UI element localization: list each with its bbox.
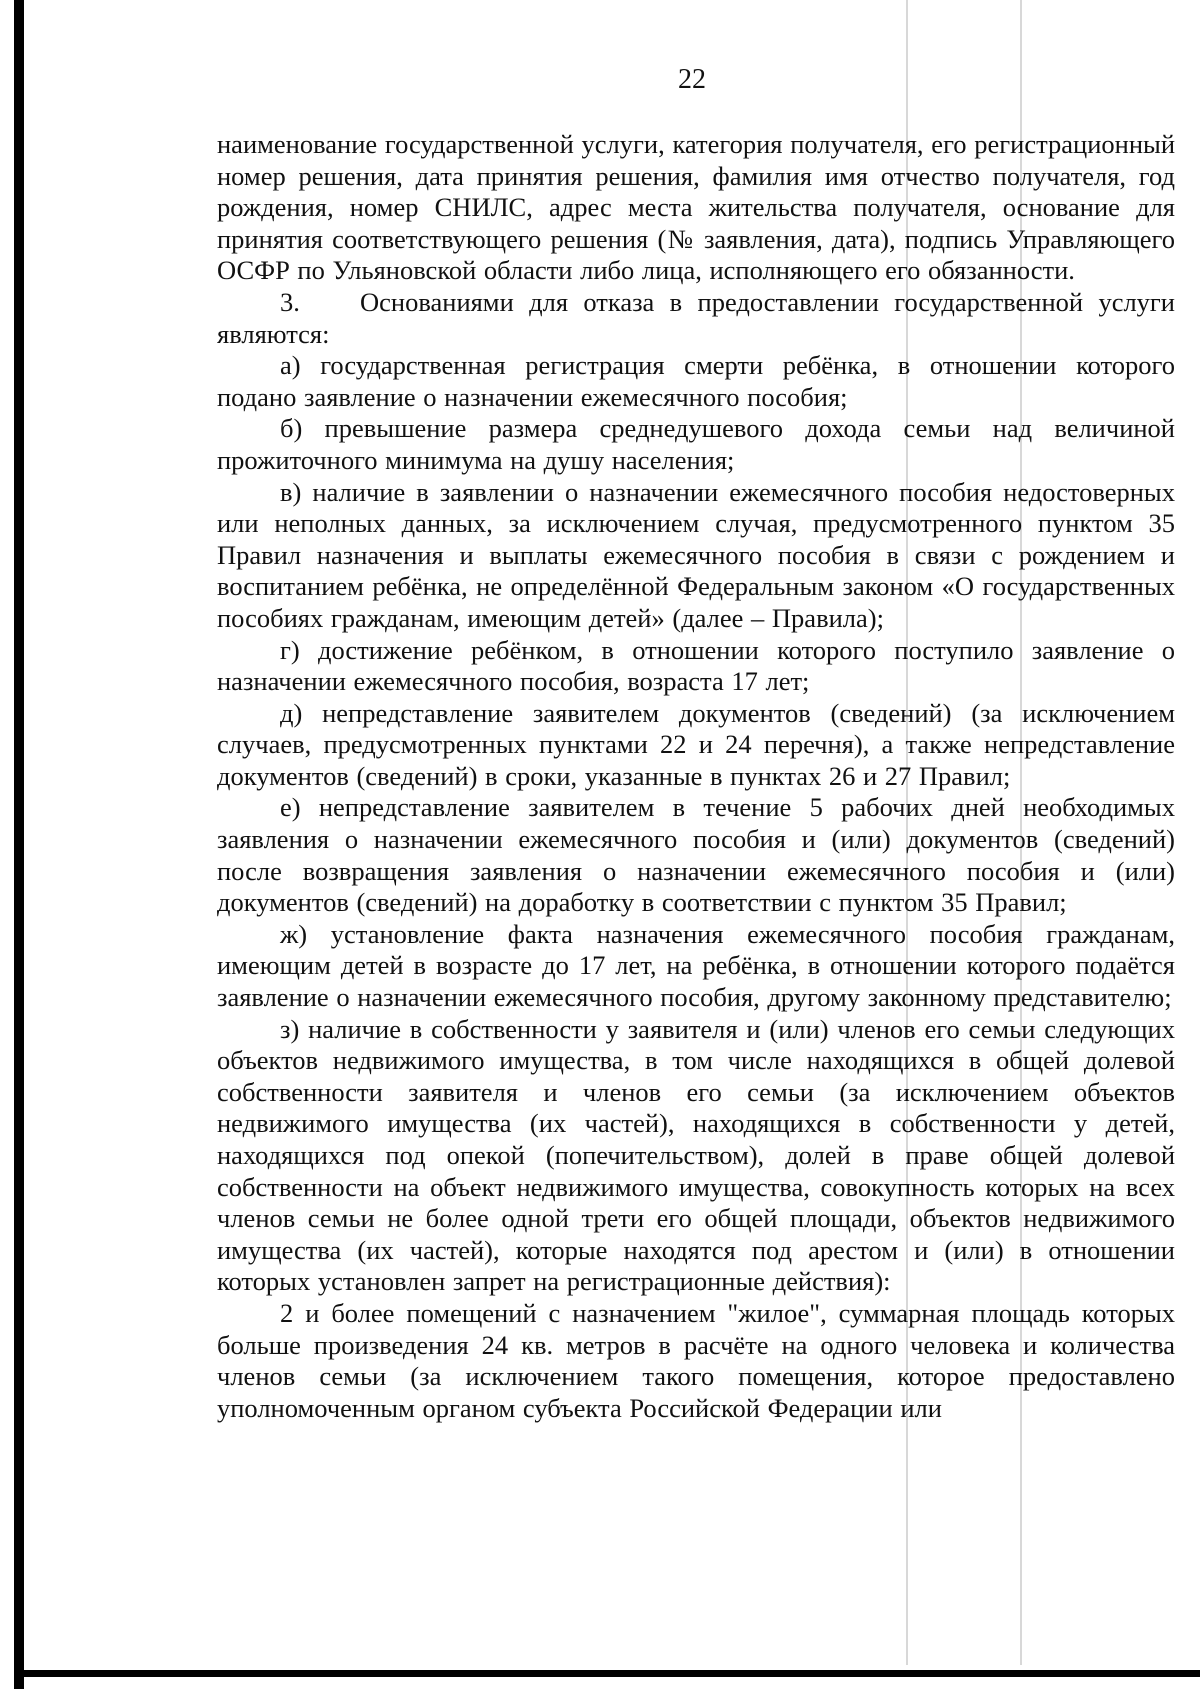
paragraph-text: Основаниями для отказа в предоставлении государственной услуги являются: <box>217 286 1175 349</box>
numbered-paragraph <box>217 287 1175 350</box>
scan-bottom-border <box>14 1670 1200 1677</box>
document-body <box>217 129 1175 1424</box>
scan-left-border <box>14 0 24 1689</box>
list-item: д) непредставление заявителем документов (сведений) (за исключением случаев, предусмотренных пунктами 22 и 24 перечня), а также непредставление документов (сведений) в сроки, указанные в пунктах 26 и 27 Правил; <box>217 697 1175 791</box>
paragraph: наименование государственной услуги, категория получателя, его регистрационный номер решения, дата принятия решения, фамилия имя отчество получателя, год рождения, номер СНИЛС, адрес места жительства получателя, основание для принятия соответствующего решения (№ заявления, дата), подпись Управляющего ОСФР по Ульяновской области либо лица, исполняющего его обязанности. <box>217 129 1175 286</box>
paragraph: 2 и более помещений с назначением "жилое", суммарная площадь которых больше произведения 24 кв. метров в расчёте на одного человека и количества членов семьи (за исключением такого помещения, которое предоставлено уполномоченным органом субъекта Российской Федерации или <box>217 1297 1175 1423</box>
list-item: а) государственная регистрация смерти ребёнка, в отношении которого подано заявление о назначении ежемесячного пособия; <box>217 350 1175 412</box>
list-item: б) превышение размера среднедушевого дохода семьи над величиной прожиточного минимума на душу населения; <box>217 413 1175 475</box>
list-item: г) достижение ребёнком, в отношении которого поступило заявление о назначении ежемесячного пособия, возраста 17 лет; <box>217 634 1175 697</box>
item-number: 3. <box>280 286 300 317</box>
list-item: е) непредставление заявителем в течение 5 рабочих дней необходимых заявления о назначении ежемесячного пособия и (или) документов (сведений) после возвращения заявления о назначении ежемесячного пособия и (или) документов (сведений) на доработку в соответствии с пунктом 35 Правил; <box>217 792 1175 918</box>
page-number: 22 <box>678 64 706 95</box>
list-item: з) наличие в собственности у заявителя и (или) членов его семьи следующих объектов недвижимого имущества, в том числе находящихся в общей долевой собственности заявителя и членов его семьи (за исключением объектов недвижимого имущества (их частей), находящихся в собственности у детей, находящихся под опекой (попечительством), долей в праве общей долевой собственности на объект недвижимого имущества, совокупность которых на всех членов семьи не более одной трети его общей площади, объектов недвижимого имущества (их частей), которые находятся под арестом и (или) в отношении которых установлен запрет на регистрационные действия): <box>217 1013 1175 1297</box>
list-item: в) наличие в заявлении о назначении ежемесячного пособия недостоверных или неполных данных, за исключением случая, предусмотренного пунктом 35 Правил назначения и выплаты ежемесячного пособия в связи с рождением и воспитанием ребёнка, не определённой Федеральным законом «О государственных пособиях гражданам, имеющим детей» (далее – Правила); <box>217 476 1175 633</box>
list-item: ж) установление факта назначения ежемесячного пособия гражданам, имеющим детей в возрасте до 17 лет, на ребёнка, в отношении которого подаётся заявление о назначении ежемесячного пособия, другому законному представителю; <box>217 918 1175 1013</box>
